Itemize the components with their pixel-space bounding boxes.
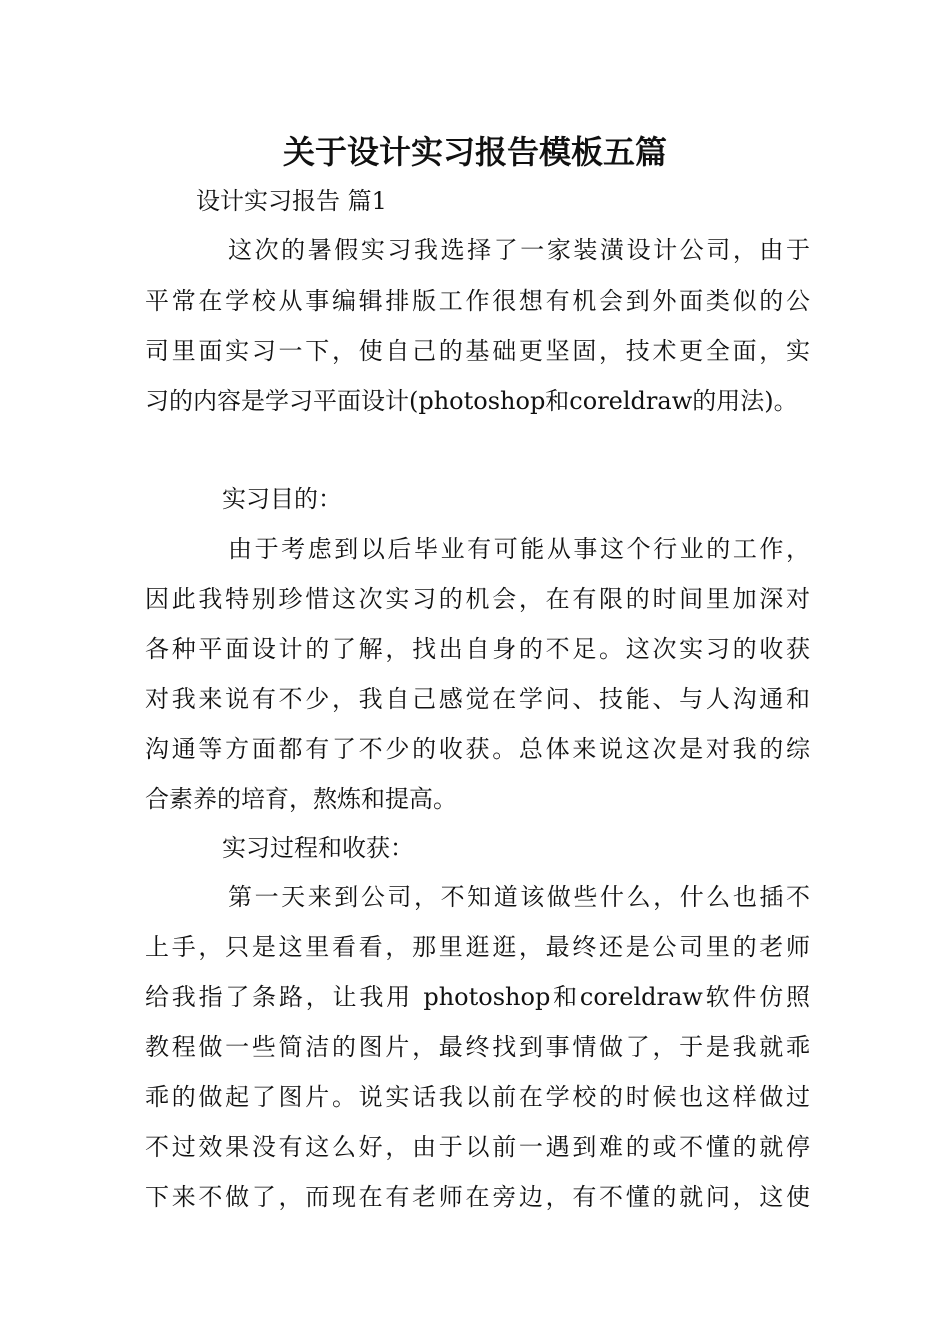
paragraph-3-line-7: 下来不做了，而现在有老师在旁边，有不懂的就问，这使 <box>145 1183 810 1211</box>
paragraph-1-line-4: 习的内容是学习平面设计(photoshop和coreldraw的用法)。 <box>145 387 798 415</box>
paragraph-2-line-4: 对我来说有不少，我自己感觉在学问、技能、与人沟通和 <box>145 685 810 713</box>
paragraph-3-line-6: 不过效果没有这么好，由于以前一遇到难的或不懂的就停 <box>145 1133 810 1161</box>
paragraph-1-line-3: 司里面实习一下，使自己的基础更坚固，技术更全面，实 <box>145 337 810 365</box>
paragraph-2-line-3: 各种平面设计的了解，找出自身的不足。这次实习的收获 <box>145 635 810 663</box>
paragraph-2-line-6: 合素养的培育，熬炼和提高。 <box>145 785 457 813</box>
paragraph-3-line-3: 给我指了条路，让我用 photoshop和coreldraw软件仿照 <box>145 983 810 1011</box>
paragraph-2-line-1: 由于考虑到以后毕业有可能从事这个行业的工作， <box>228 535 810 563</box>
section-subtitle: 设计实习报告 篇1 <box>196 187 387 215</box>
paragraph-3-line-2: 上手，只是这里看看，那里逛逛，最终还是公司里的老师 <box>145 933 810 961</box>
paragraph-1-line-2: 平常在学校从事编辑排版工作很想有机会到外面类似的公 <box>145 287 810 315</box>
paragraph-1-line-1: 这次的暑假实习我选择了一家装潢设计公司，由于 <box>228 236 810 264</box>
paragraph-3-line-5: 乖的做起了图片。说实话我以前在学校的时候也这样做过 <box>145 1083 810 1111</box>
paragraph-3-line-1: 第一天来到公司，不知道该做些什么，什么也插不 <box>228 883 810 911</box>
document-title: 关于设计实习报告模板五篇 <box>282 133 667 171</box>
paragraph-3-line-4: 教程做一些简洁的图片，最终找到事情做了，于是我就乖 <box>145 1033 810 1061</box>
paragraph-2-line-2: 因此我特别珍惜这次实习的机会，在有限的时间里加深对 <box>145 585 810 613</box>
heading-internship-purpose: 实习目的： <box>222 485 342 513</box>
heading-process-and-gains: 实习过程和收获： <box>222 834 414 862</box>
paragraph-2-line-5: 沟通等方面都有了不少的收获。总体来说这次是对我的综 <box>145 735 810 763</box>
